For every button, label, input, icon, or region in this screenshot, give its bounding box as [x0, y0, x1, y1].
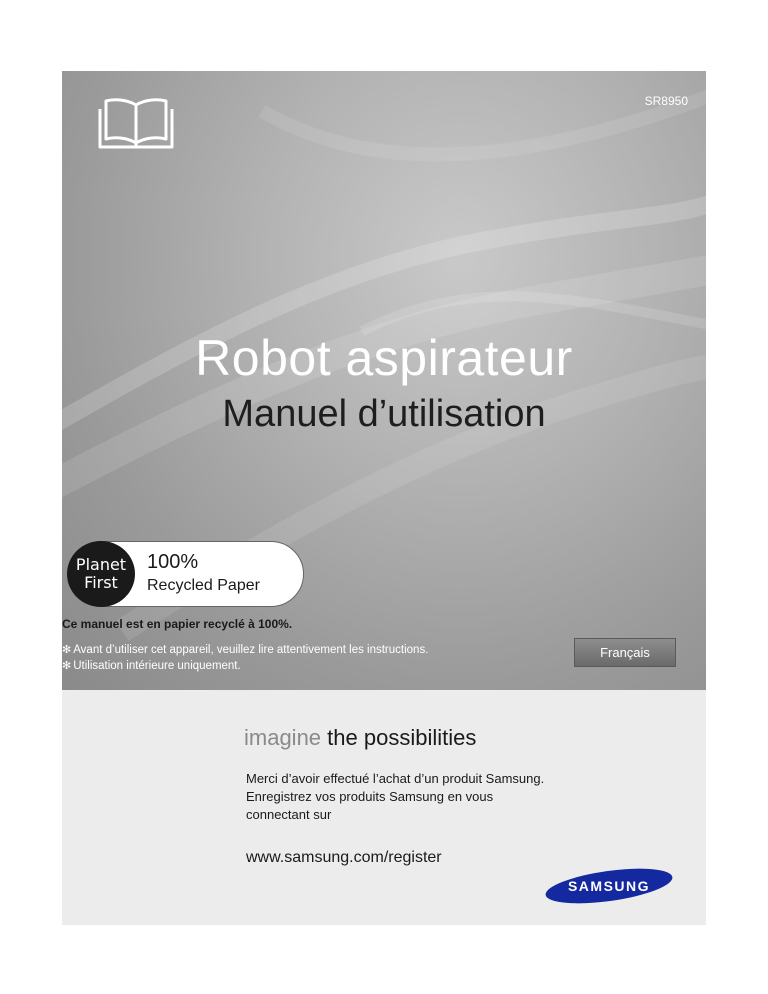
planet-first-line1: Planet [75, 555, 127, 574]
asterisk-icon: ✻ [62, 660, 72, 672]
model-number: SR8950 [644, 94, 688, 108]
asterisk-icon: ✻ [62, 644, 72, 656]
recycled-paper-badge [70, 541, 304, 607]
manual-cover [62, 71, 706, 925]
samsung-logo [544, 868, 674, 904]
register-link[interactable]: www.samsung.com/register [246, 849, 442, 866]
planet-first-logo [67, 541, 135, 607]
notice-read-instructions [62, 643, 428, 656]
notice-text: Utilisation intérieure uniquement. [73, 660, 241, 672]
cover-top-panel [62, 71, 706, 690]
product-title: Robot aspirateur [195, 330, 573, 386]
register-line: Enregistrez vos produits Samsung en vous connectant sur [246, 789, 494, 822]
thanks-text [246, 770, 546, 824]
notice-indoor-use [62, 659, 241, 672]
recycled-paper-label: Recycled Paper [147, 577, 260, 594]
thanks-line: Merci d’avoir effectué l’achat d’un produit Samsung. [246, 771, 545, 786]
language-tab[interactable]: Français [574, 638, 676, 667]
recycled-note: Ce manuel est en papier recyclé à 100%. [62, 617, 293, 631]
slogan-imagine: imagine [244, 725, 322, 750]
samsung-logo-text: SAMSUNG [567, 878, 651, 894]
manual-title: Manuel d’utilisation [222, 393, 546, 435]
notice-text: Avant d’utiliser cet appareil, veuillez lire attentivement les instructions. [73, 644, 429, 656]
book-icon [98, 95, 174, 151]
slogan [244, 725, 476, 751]
recycled-percent: 100% [147, 551, 199, 573]
planet-first-line2: First [84, 573, 118, 592]
slogan-possibilities: the possibilities [321, 725, 477, 750]
